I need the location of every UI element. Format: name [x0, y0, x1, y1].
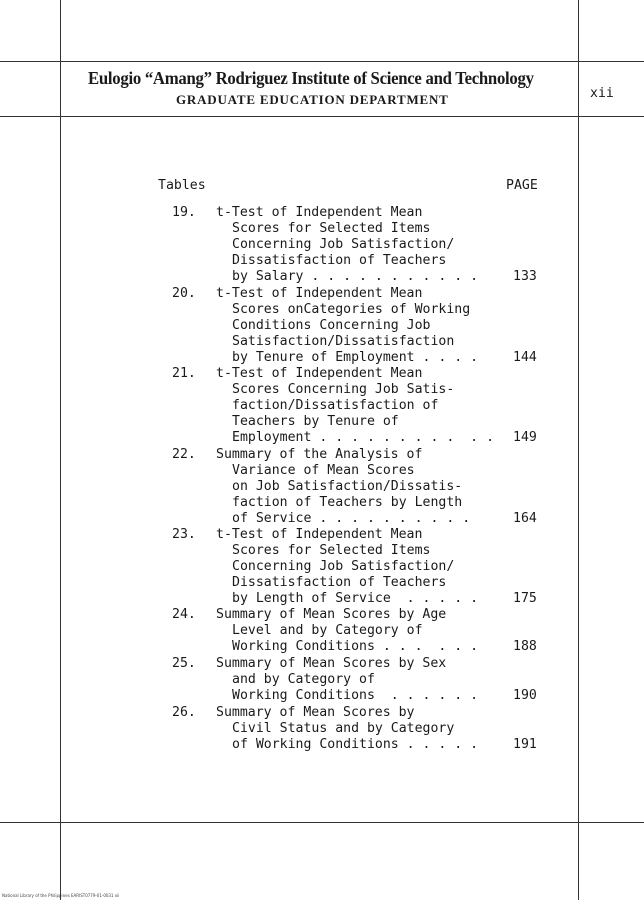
table-title-line: Scores for Selected Items	[232, 221, 431, 236]
table-title-line: Dissatisfaction of Teachers	[232, 253, 447, 268]
table-title-line: on Job Satisfaction/Dissatis-	[232, 479, 463, 494]
table-title-line: Conditions Concerning Job	[232, 318, 431, 333]
table-title-line: Scores for Selected Items	[232, 543, 431, 558]
institute-name: Eulogio “Amang” Rodriguez Institute of Science and Technology	[88, 68, 534, 88]
footer-note: National Library of the Philippines EARIST0779-01-0031 xii	[2, 893, 120, 898]
table-title-line: faction/Dissatisfaction of	[232, 398, 439, 413]
table-title-line: t-Test of Independent Mean	[216, 286, 423, 301]
tables-heading: Tables	[158, 178, 206, 193]
table-title-line: Summary of Mean Scores by	[216, 705, 415, 720]
page-heading: PAGE	[506, 178, 538, 193]
table-title-line: of Service . . . . . . . . . .	[232, 511, 471, 526]
left-vertical-rule	[60, 0, 61, 900]
table-page-number: 133	[513, 269, 537, 284]
table-number: 21.	[172, 366, 196, 381]
table-page-number: 149	[513, 430, 537, 445]
table-title-line: t-Test of Independent Mean	[216, 205, 423, 220]
table-title-line: Civil Status and by Category	[232, 721, 455, 736]
table-title-line: Summary of Mean Scores by Sex	[216, 656, 447, 671]
department-name: GRADUATE EDUCATION DEPARTMENT	[176, 92, 449, 107]
table-title-line: Concerning Job Satisfaction/	[232, 559, 455, 574]
table-title-line: Scores onCategories of Working	[232, 302, 471, 317]
table-number: 22.	[172, 447, 196, 462]
table-title-line: Summary of the Analysis of	[216, 447, 423, 462]
table-title-line: by Salary . . . . . . . . . . .	[232, 269, 479, 284]
page-number: xii	[590, 86, 614, 101]
table-title-line: Summary of Mean Scores by Age	[216, 607, 447, 622]
table-page-number: 188	[513, 639, 537, 654]
table-title-line: Variance of Mean Scores	[232, 463, 415, 478]
header-bottom-rule	[0, 116, 644, 117]
top-rule	[0, 61, 644, 62]
table-title-line: t-Test of Independent Mean	[216, 366, 423, 381]
table-title-line: and by Category of	[232, 672, 375, 687]
table-page-number: 190	[513, 688, 537, 703]
table-title-line: Level and by Category of	[232, 623, 423, 638]
table-title-line: by Tenure of Employment . . . .	[232, 350, 479, 365]
table-page-number: 144	[513, 350, 537, 365]
table-page-number: 191	[513, 737, 537, 752]
table-title-line: Employment . . . . . . . . . . .	[232, 430, 495, 445]
table-number: 19.	[172, 205, 196, 220]
table-number: 20.	[172, 286, 196, 301]
table-title-line: Working Conditions . . . . . .	[232, 639, 479, 654]
table-title-line: of Working Conditions . . . . .	[232, 737, 479, 752]
table-title-line: Teachers by Tenure of	[232, 414, 399, 429]
table-title-line: Working Conditions . . . . . .	[232, 688, 479, 703]
table-title-line: t-Test of Independent Mean	[216, 527, 423, 542]
table-title-line: Satisfaction/Dissatisfaction	[232, 334, 455, 349]
table-page-number: 175	[513, 591, 537, 606]
table-number: 26.	[172, 705, 196, 720]
table-page-number: 164	[513, 511, 537, 526]
table-title-line: by Length of Service . . . . .	[232, 591, 479, 606]
table-number: 25.	[172, 656, 196, 671]
right-vertical-rule	[578, 0, 579, 900]
table-number: 24.	[172, 607, 196, 622]
table-number: 23.	[172, 527, 196, 542]
table-title-line: Scores Concerning Job Satis-	[232, 382, 455, 397]
table-title-line: Concerning Job Satisfaction/	[232, 237, 455, 252]
bottom-rule	[0, 822, 644, 823]
table-title-line: Dissatisfaction of Teachers	[232, 575, 447, 590]
table-title-line: faction of Teachers by Length	[232, 495, 463, 510]
